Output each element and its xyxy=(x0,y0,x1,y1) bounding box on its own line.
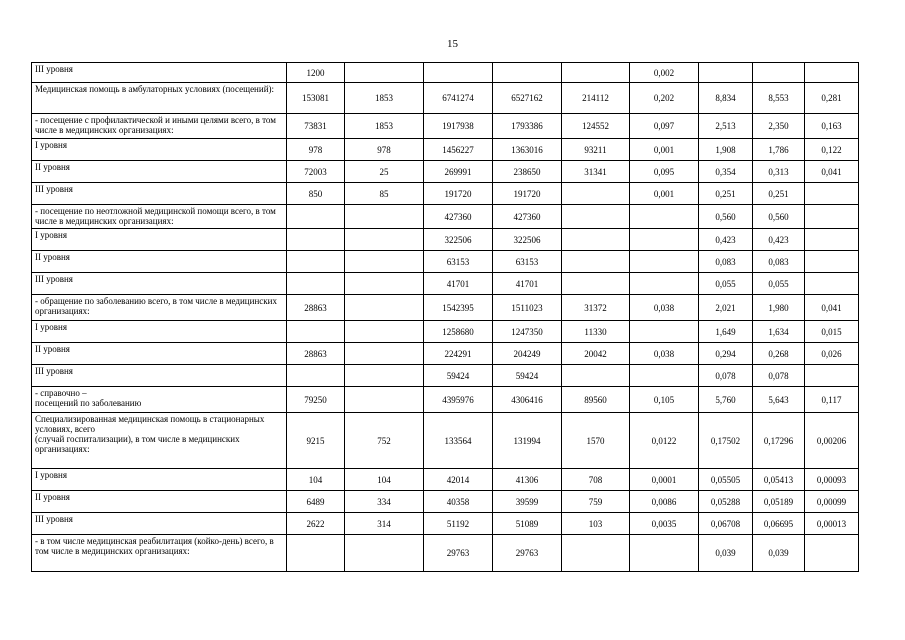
table-cell: 0,00013 xyxy=(805,513,859,535)
table-cell xyxy=(345,273,424,295)
table-cell xyxy=(287,205,345,229)
table-row xyxy=(32,161,859,183)
table-cell: 0,294 xyxy=(699,343,753,365)
table-cell: 72003 xyxy=(287,161,345,183)
table-cell: 2,350 xyxy=(753,114,805,139)
table-cell: 0,268 xyxy=(753,343,805,365)
table-cell xyxy=(562,273,630,295)
table-cell: 0,423 xyxy=(753,229,805,251)
table-cell xyxy=(805,365,859,387)
table-cell: 0,05288 xyxy=(699,491,753,513)
table-row xyxy=(32,469,859,491)
table-cell: 1,634 xyxy=(753,321,805,343)
table-cell: 978 xyxy=(345,139,424,161)
table-cell xyxy=(630,365,699,387)
table-cell: 29763 xyxy=(424,535,493,572)
row-label: - обращение по заболеванию всего, в том числе в медицинских организациях: xyxy=(32,295,287,321)
row-label: II уровня xyxy=(32,161,287,183)
table-cell xyxy=(562,63,630,83)
table-cell: 11330 xyxy=(562,321,630,343)
table-cell: 133564 xyxy=(424,413,493,469)
table-cell xyxy=(562,183,630,205)
table-cell: 25 xyxy=(345,161,424,183)
table-cell: 1258680 xyxy=(424,321,493,343)
table-cell: 0,00093 xyxy=(805,469,859,491)
table-cell xyxy=(805,535,859,572)
table-cell: 73831 xyxy=(287,114,345,139)
table-cell: 0,163 xyxy=(805,114,859,139)
table-cell: 0,026 xyxy=(805,343,859,365)
table-cell: 1200 xyxy=(287,63,345,83)
table-cell: 0,083 xyxy=(753,251,805,273)
table-cell: 2622 xyxy=(287,513,345,535)
table-cell: 334 xyxy=(345,491,424,513)
table-cell xyxy=(345,295,424,321)
table-cell: 427360 xyxy=(493,205,562,229)
table-cell: 59424 xyxy=(493,365,562,387)
table-cell xyxy=(805,229,859,251)
table-cell: 31341 xyxy=(562,161,630,183)
table-row xyxy=(32,413,859,469)
row-label: I уровня xyxy=(32,229,287,251)
table-cell: 1,786 xyxy=(753,139,805,161)
table-cell xyxy=(287,229,345,251)
row-label: II уровня xyxy=(32,491,287,513)
table-cell: 89560 xyxy=(562,387,630,413)
table-cell: 93211 xyxy=(562,139,630,161)
table-cell: 0,313 xyxy=(753,161,805,183)
row-label: III уровня xyxy=(32,183,287,205)
table-cell: 0,05413 xyxy=(753,469,805,491)
table-cell: 1,649 xyxy=(699,321,753,343)
table-cell: 8,834 xyxy=(699,83,753,114)
row-label: - посещение по неотложной медицинской помощи всего, в том числе в медицинских организациях: xyxy=(32,205,287,229)
table-cell xyxy=(753,63,805,83)
table-cell: 1853 xyxy=(345,114,424,139)
table-cell: 322506 xyxy=(493,229,562,251)
data-table xyxy=(31,62,859,572)
table-row xyxy=(32,183,859,205)
table-cell: 41306 xyxy=(493,469,562,491)
table-cell: 214112 xyxy=(562,83,630,114)
table-cell: 0,055 xyxy=(699,273,753,295)
table-row xyxy=(32,205,859,229)
table-cell: 0,251 xyxy=(699,183,753,205)
table-cell xyxy=(562,251,630,273)
table-cell: 104 xyxy=(345,469,424,491)
table-cell: 0,0086 xyxy=(630,491,699,513)
table-row xyxy=(32,387,859,413)
table-cell xyxy=(805,251,859,273)
table-cell xyxy=(805,63,859,83)
table-cell: 0,095 xyxy=(630,161,699,183)
row-label: I уровня xyxy=(32,469,287,491)
table-cell: 269991 xyxy=(424,161,493,183)
table-row xyxy=(32,321,859,343)
table-cell: 0,117 xyxy=(805,387,859,413)
table-cell: 0,041 xyxy=(805,161,859,183)
table-cell: 63153 xyxy=(424,251,493,273)
table-cell: 39599 xyxy=(493,491,562,513)
table-cell xyxy=(345,535,424,572)
table-body xyxy=(32,63,859,572)
table-cell: 0,078 xyxy=(699,365,753,387)
table-cell: 28863 xyxy=(287,343,345,365)
table-cell: 0,06695 xyxy=(753,513,805,535)
table-cell: 0,0122 xyxy=(630,413,699,469)
table-cell xyxy=(630,535,699,572)
table-cell: 0,05505 xyxy=(699,469,753,491)
table-cell: 6741274 xyxy=(424,83,493,114)
table-cell: 51192 xyxy=(424,513,493,535)
row-label: III уровня xyxy=(32,513,287,535)
row-label: III уровня xyxy=(32,273,287,295)
table-cell: 153081 xyxy=(287,83,345,114)
row-label: I уровня xyxy=(32,321,287,343)
table-cell xyxy=(287,535,345,572)
table-cell: 238650 xyxy=(493,161,562,183)
table-cell: 40358 xyxy=(424,491,493,513)
table-cell: 0,0001 xyxy=(630,469,699,491)
table-cell xyxy=(345,229,424,251)
table-cell: 0,202 xyxy=(630,83,699,114)
table-cell xyxy=(287,321,345,343)
table-row xyxy=(32,83,859,114)
table-cell: 0,0035 xyxy=(630,513,699,535)
table-cell: 1570 xyxy=(562,413,630,469)
table-cell: 103 xyxy=(562,513,630,535)
table-cell: 1917938 xyxy=(424,114,493,139)
table-cell: 0,423 xyxy=(699,229,753,251)
table-cell: 0,17296 xyxy=(753,413,805,469)
table-cell: 759 xyxy=(562,491,630,513)
table-cell: 0,083 xyxy=(699,251,753,273)
row-label: - справочно – посещений по заболеванию xyxy=(32,387,287,413)
table-cell: 6489 xyxy=(287,491,345,513)
table-cell: 0,038 xyxy=(630,343,699,365)
table-cell: 0,105 xyxy=(630,387,699,413)
table-cell xyxy=(630,273,699,295)
table-cell: 41701 xyxy=(493,273,562,295)
table-cell xyxy=(424,63,493,83)
row-label: - в том числе медицинская реабилитация (койко-день) всего, в том числе в медицинских организациях: xyxy=(32,535,287,572)
table-cell xyxy=(630,321,699,343)
table-cell: 41701 xyxy=(424,273,493,295)
row-label: III уровня xyxy=(32,365,287,387)
table-cell xyxy=(630,205,699,229)
table-cell: 0,00099 xyxy=(805,491,859,513)
table-cell: 0,039 xyxy=(753,535,805,572)
table-cell: 752 xyxy=(345,413,424,469)
table-row xyxy=(32,63,859,83)
table-cell: 0,038 xyxy=(630,295,699,321)
table-row xyxy=(32,229,859,251)
table-cell: 322506 xyxy=(424,229,493,251)
table-row xyxy=(32,491,859,513)
table-cell: 124552 xyxy=(562,114,630,139)
table-cell: 0,002 xyxy=(630,63,699,83)
table-cell: 104 xyxy=(287,469,345,491)
table-cell: 0,001 xyxy=(630,139,699,161)
table-cell xyxy=(287,273,345,295)
table-cell xyxy=(630,251,699,273)
page-number: 15 xyxy=(447,38,458,50)
row-label: Специализированная медицинская помощь в стационарных условиях, всего (случай госпитализации), в том числе в медицинских организациях: xyxy=(32,413,287,469)
table-cell: 51089 xyxy=(493,513,562,535)
table-cell: 42014 xyxy=(424,469,493,491)
table-cell: 0,078 xyxy=(753,365,805,387)
table-cell xyxy=(805,205,859,229)
table-cell: 0,097 xyxy=(630,114,699,139)
table-cell: 5,643 xyxy=(753,387,805,413)
table-cell xyxy=(345,251,424,273)
table-cell: 0,354 xyxy=(699,161,753,183)
table-cell xyxy=(345,63,424,83)
table-cell: 0,122 xyxy=(805,139,859,161)
table-cell: 8,553 xyxy=(753,83,805,114)
table-cell: 1511023 xyxy=(493,295,562,321)
table-cell: 1247350 xyxy=(493,321,562,343)
table-cell: 0,560 xyxy=(753,205,805,229)
table-cell: 85 xyxy=(345,183,424,205)
table-cell: 1542395 xyxy=(424,295,493,321)
table-cell: 28863 xyxy=(287,295,345,321)
table-cell: 31372 xyxy=(562,295,630,321)
table-row xyxy=(32,343,859,365)
table-cell: 1,908 xyxy=(699,139,753,161)
table-cell: 204249 xyxy=(493,343,562,365)
table-cell: 0,015 xyxy=(805,321,859,343)
table-cell: 427360 xyxy=(424,205,493,229)
table-row xyxy=(32,139,859,161)
table-cell: 1793386 xyxy=(493,114,562,139)
table-cell: 0,17502 xyxy=(699,413,753,469)
table-cell: 1456227 xyxy=(424,139,493,161)
row-label: III уровня xyxy=(32,63,287,83)
table-cell xyxy=(287,365,345,387)
table-cell: 978 xyxy=(287,139,345,161)
table-cell: 131994 xyxy=(493,413,562,469)
table-row xyxy=(32,535,859,572)
table-cell: 0,00206 xyxy=(805,413,859,469)
table-cell: 29763 xyxy=(493,535,562,572)
table-cell: 6527162 xyxy=(493,83,562,114)
table-cell xyxy=(562,365,630,387)
table-cell: 1853 xyxy=(345,83,424,114)
table-cell xyxy=(345,343,424,365)
row-label: II уровня xyxy=(32,251,287,273)
table-cell xyxy=(562,229,630,251)
table-row xyxy=(32,251,859,273)
table-cell: 4306416 xyxy=(493,387,562,413)
table-cell xyxy=(287,251,345,273)
table-cell xyxy=(699,63,753,83)
table-cell: 2,513 xyxy=(699,114,753,139)
table-cell xyxy=(345,321,424,343)
row-label: - посещение с профилактической и иными целями всего, в том числе в медицинских организациях: xyxy=(32,114,287,139)
row-label: Медицинская помощь в амбулаторных условиях (посещений): xyxy=(32,83,287,114)
table-cell: 0,560 xyxy=(699,205,753,229)
table-cell xyxy=(345,365,424,387)
table-cell: 20042 xyxy=(562,343,630,365)
table-cell: 0,039 xyxy=(699,535,753,572)
table-cell: 9215 xyxy=(287,413,345,469)
table-cell: 314 xyxy=(345,513,424,535)
table-cell: 1,980 xyxy=(753,295,805,321)
table-row xyxy=(32,273,859,295)
table-cell xyxy=(805,183,859,205)
row-label: I уровня xyxy=(32,139,287,161)
table-cell: 224291 xyxy=(424,343,493,365)
table-cell: 0,041 xyxy=(805,295,859,321)
table-cell xyxy=(630,229,699,251)
table-cell: 63153 xyxy=(493,251,562,273)
table-row xyxy=(32,365,859,387)
table-cell xyxy=(805,273,859,295)
table-row xyxy=(32,513,859,535)
table-cell: 191720 xyxy=(424,183,493,205)
table-cell: 4395976 xyxy=(424,387,493,413)
table-cell: 2,021 xyxy=(699,295,753,321)
table-cell: 0,251 xyxy=(753,183,805,205)
table-cell: 79250 xyxy=(287,387,345,413)
table-cell: 850 xyxy=(287,183,345,205)
table-cell xyxy=(345,205,424,229)
table-cell: 0,281 xyxy=(805,83,859,114)
table-cell xyxy=(493,63,562,83)
table-cell: 708 xyxy=(562,469,630,491)
table-cell: 191720 xyxy=(493,183,562,205)
table-cell: 0,055 xyxy=(753,273,805,295)
table-cell: 0,001 xyxy=(630,183,699,205)
table-row xyxy=(32,114,859,139)
table-row xyxy=(32,295,859,321)
table-cell xyxy=(562,535,630,572)
table-cell: 1363016 xyxy=(493,139,562,161)
table-cell xyxy=(562,205,630,229)
table-cell: 0,06708 xyxy=(699,513,753,535)
row-label: II уровня xyxy=(32,343,287,365)
table-cell: 0,05189 xyxy=(753,491,805,513)
table-cell: 5,760 xyxy=(699,387,753,413)
table-cell: 59424 xyxy=(424,365,493,387)
table-cell xyxy=(345,387,424,413)
